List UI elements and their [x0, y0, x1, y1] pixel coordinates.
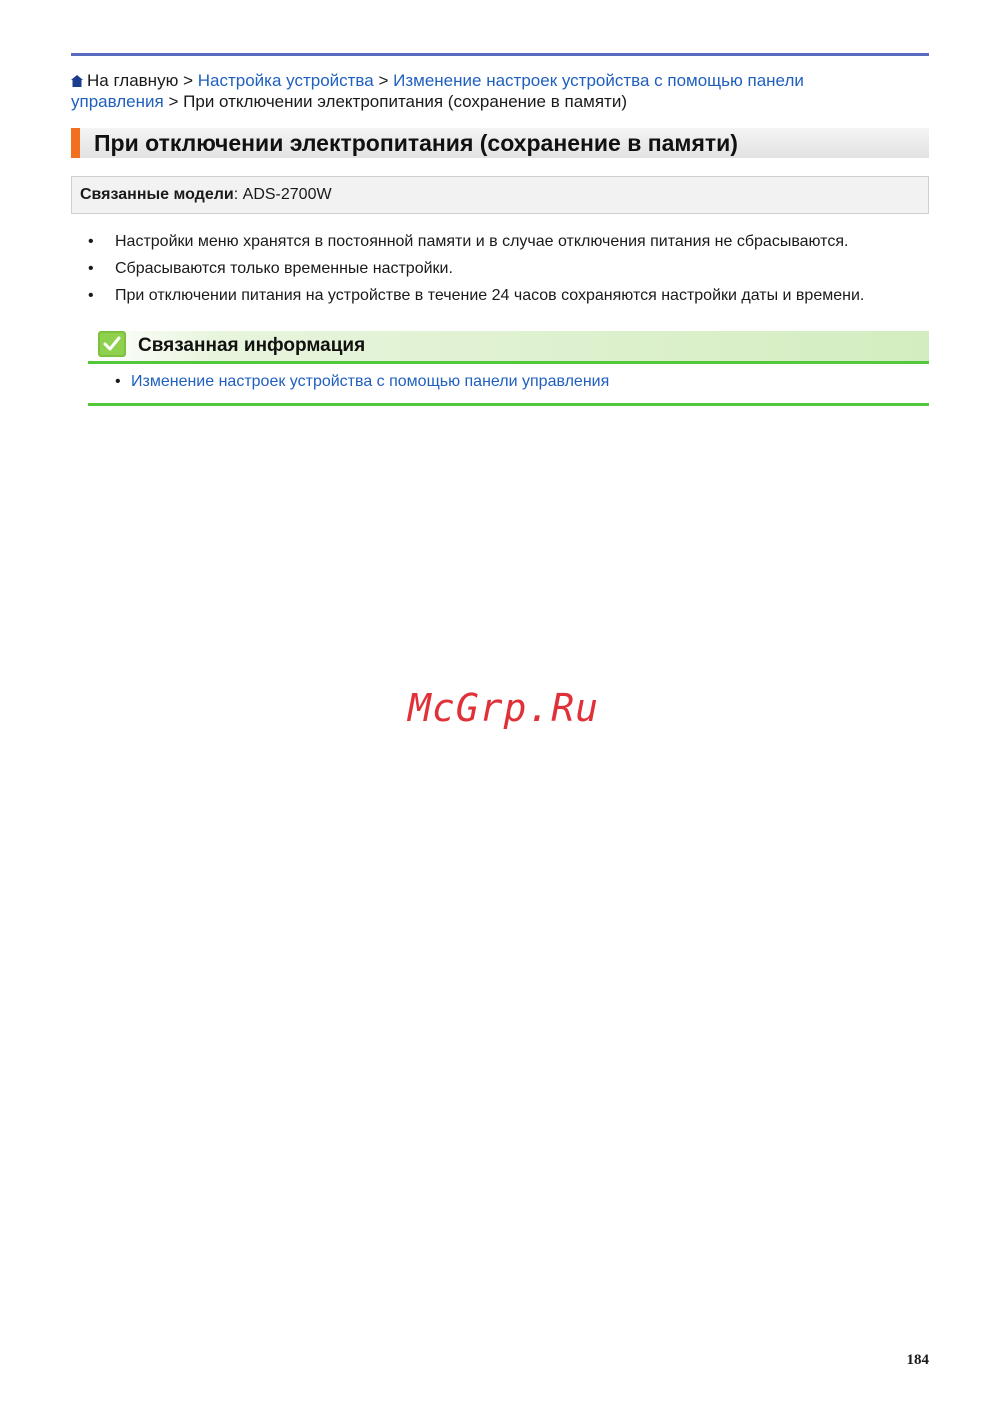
page-title-bar	[71, 128, 929, 158]
breadcrumb	[71, 70, 891, 112]
breadcrumb-link-change-settings[interactable]: Изменение настроек устройства с помощью панели управления	[71, 71, 804, 111]
related-models	[80, 186, 332, 204]
list-item: • Сбрасываются только временные настройки.	[88, 260, 864, 278]
related-info-header	[88, 331, 929, 364]
related-models-value: ADS-2700W	[242, 186, 332, 203]
breadcrumb-home-link[interactable]: На главную	[87, 71, 179, 90]
home-icon[interactable]	[71, 75, 83, 87]
info-list	[88, 233, 864, 314]
list-item	[115, 373, 609, 391]
related-models-label: Связанные модели	[80, 186, 234, 203]
list-item: • При отключении питания на устройстве в течение 24 часов сохраняются настройки даты и времени.	[88, 287, 864, 305]
checkmark-icon	[98, 331, 126, 357]
page-title: При отключении электропитания (сохранение в памяти)	[94, 130, 738, 156]
list-item: • Настройки меню хранятся в постоянной памяти и в случае отключения питания не сбрасываются.	[88, 233, 864, 251]
breadcrumb-link-device-setup[interactable]: Настройка устройства	[197, 71, 374, 90]
watermark: McGrp.Ru	[408, 686, 600, 730]
page-number: 184	[906, 1352, 929, 1368]
related-info-title: Связанная информация	[138, 335, 366, 356]
related-models-separator: :	[233, 186, 239, 203]
breadcrumb-separator: >	[168, 92, 179, 111]
related-link-change-settings[interactable]: Изменение настроек устройства с помощью панели управления	[131, 373, 610, 390]
top-rule	[71, 53, 929, 56]
breadcrumb-separator: >	[183, 71, 193, 90]
related-models-box	[71, 176, 929, 214]
related-bottom-rule	[88, 403, 929, 406]
title-accent	[71, 128, 80, 158]
breadcrumb-separator: >	[378, 71, 389, 90]
breadcrumb-current: При отключении электропитания (сохранение в памяти)	[183, 92, 627, 111]
related-links	[115, 373, 609, 391]
